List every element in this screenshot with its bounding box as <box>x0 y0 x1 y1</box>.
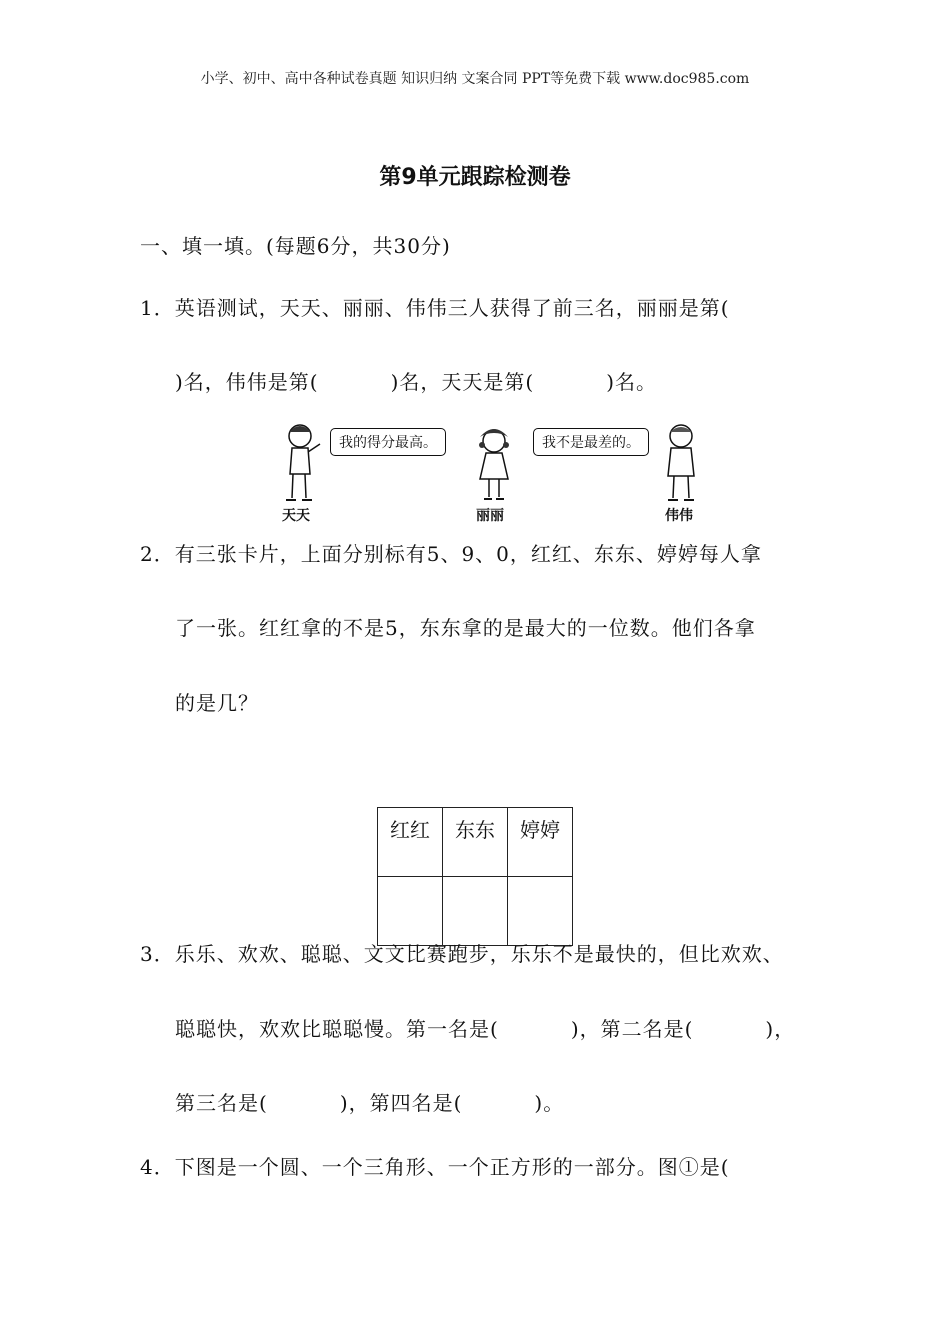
weiwei-label: 伟伟 <box>665 508 693 524</box>
q3-line2-part-a: 聪聪快，欢欢比聪聪慢。第一名是( <box>175 1017 499 1041</box>
section-heading: 一、填一填。(每题6分，共30分) <box>140 234 451 258</box>
weiwei-speech-bubble: 我不是最差的。 <box>533 428 649 456</box>
tiantian-figure <box>280 422 322 504</box>
lili-label: 丽丽 <box>476 508 504 524</box>
q4-line1: 4．下图是一个圆、一个三角形、一个正方形的一部分。图①是( <box>140 1155 730 1179</box>
q1-line2-part-b: )名，天天是第( <box>390 370 535 394</box>
card-answer-table <box>377 807 573 946</box>
answer-cell[interactable] <box>443 877 508 946</box>
q3-line2-part-b: )，第二名是( <box>570 1017 694 1041</box>
q3-line3 <box>175 1087 564 1116</box>
table-header-cell: 红红 <box>378 808 443 877</box>
table-header-cell: 东东 <box>443 808 508 877</box>
q3-line3-part-b: )，第四名是( <box>339 1091 463 1115</box>
q2-line3: 的是几？ <box>175 691 259 715</box>
weiwei-figure <box>660 422 702 504</box>
page-title: 第9单元跟踪检测卷 <box>379 165 571 190</box>
answer-cell[interactable] <box>508 877 573 946</box>
q2-line1: 2．有三张卡片，上面分别标有5、9、0，红红、东东、婷婷每人拿 <box>140 542 762 566</box>
table-answer-row <box>378 877 573 946</box>
q3-line3-part-a: 第三名是( <box>175 1091 268 1115</box>
lili-figure <box>472 425 516 503</box>
table-header-row <box>378 808 573 877</box>
q1-line2 <box>175 366 657 395</box>
q1-line2-part-c: )名。 <box>606 370 658 394</box>
page-header: 小学、初中、高中各种试卷真题 知识归纳 文案合同 PPT等免费下载 www.doc985.com <box>200 71 750 87</box>
tiantian-speech-bubble: 我的得分最高。 <box>330 428 446 456</box>
q3-line2-part-c: )， <box>765 1017 796 1041</box>
answer-cell[interactable] <box>378 877 443 946</box>
q3-line2 <box>175 1013 795 1042</box>
q3-line3-part-c: )。 <box>534 1091 565 1115</box>
q1-line1: 1．英语测试，天天、丽丽、伟伟三人获得了前三名，丽丽是第( <box>140 296 730 320</box>
table-header-cell: 婷婷 <box>508 808 573 877</box>
q1-line2-part-a: )名，伟伟是第( <box>175 370 319 394</box>
q2-line2: 了一张。红红拿的不是5，东东拿的是最大的一位数。他们各拿 <box>175 616 756 640</box>
tiantian-label: 天天 <box>282 508 310 524</box>
q3-line1: 3．乐乐、欢欢、聪聪、文文比赛跑步，乐乐不是最快的，但比欢欢、 <box>140 942 784 966</box>
